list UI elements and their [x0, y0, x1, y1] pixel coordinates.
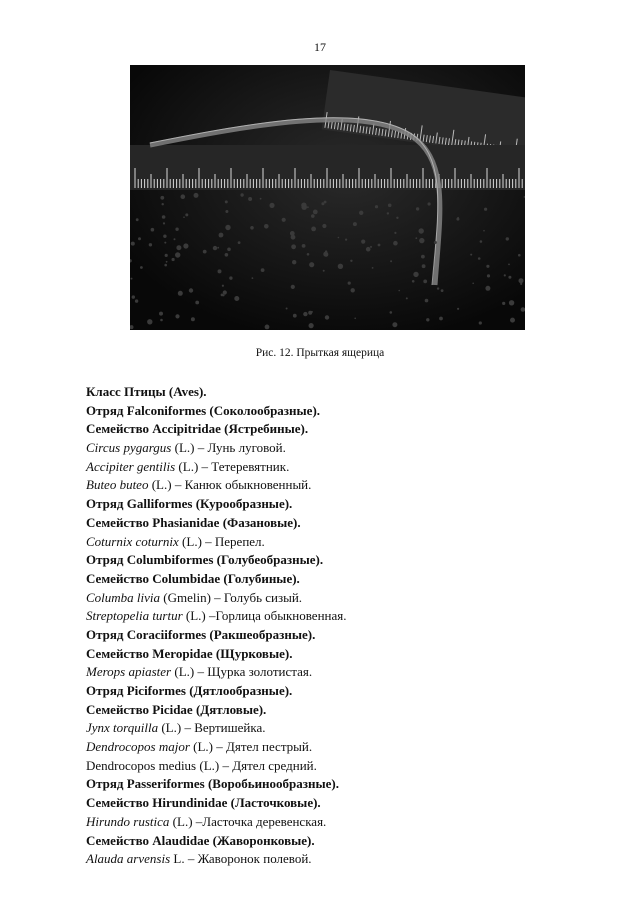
figure-caption: Рис. 12. Прыткая ящерица [255, 347, 385, 359]
species-common-name: (L.) –Ласточка деревенская. [169, 813, 327, 829]
species-latin-name: Alauda arvensis [86, 851, 171, 867]
taxon-family: Семейство Accipitridae (Ястребиные). [86, 421, 309, 437]
taxon-family: Семейство Picidae (Дятловые). [86, 701, 267, 717]
species-latin-name: Circus pygargus [86, 440, 172, 456]
taxa-list [86, 383, 546, 869]
species-common-name: (L.) – Дятел пестрый. [189, 739, 313, 755]
taxon-species [86, 757, 546, 776]
taxon-family: Семейство Hirundinidae (Ласточковые). [86, 795, 321, 811]
taxon-species [86, 476, 546, 495]
species-latin-name: Hirundo rustica [86, 813, 170, 829]
species-common-name: (L.) – Перепел. [178, 533, 265, 549]
species-common-name: (L.) – Лунь луговой. [171, 440, 286, 456]
taxon-species [86, 607, 546, 626]
species-latin-name: Columba livia [86, 589, 161, 605]
taxon-species [86, 439, 546, 458]
taxon-species [86, 813, 546, 832]
taxon-order: Отряд Passeriformes (Воробьинообразные). [86, 776, 339, 792]
species-latin-name: Streptopelia turtur [86, 608, 183, 624]
lizard-photo [130, 65, 525, 330]
species-common-name: (L.) –Горлица обыкновенная. [182, 608, 347, 624]
taxon-order: Отряд Piciformes (Дятлообразные). [86, 683, 293, 698]
lower-ruler [130, 145, 525, 190]
taxon-species [86, 738, 546, 757]
taxon-order: Отряд Coraciiformes (Ракшеобразные). [86, 626, 316, 642]
species-latin-name: Dendrocopos medius [86, 757, 197, 773]
taxon-order: Отряд Falconiformes (Соколообразные). [86, 402, 321, 418]
species-common-name: (L.) – Дятел средний. [196, 757, 317, 773]
taxon-species [86, 719, 546, 738]
species-latin-name: Merops apiaster [86, 664, 172, 680]
species-common-name: (L.) – Вертишейка. [158, 720, 266, 736]
species-latin-name: Jynx torquilla [86, 720, 159, 736]
species-latin-name: Buteo buteo [86, 477, 149, 493]
taxon-species [86, 663, 546, 682]
lizard-photo-drawing [130, 65, 525, 330]
taxon-family: Семейство Alaudidae (Жаворонковые). [86, 832, 315, 848]
taxon-family: Семейство Phasianidae (Фазановые). [86, 514, 301, 530]
species-common-name: L. – Жаворонок полевой. [170, 851, 312, 867]
taxon-species [86, 533, 546, 552]
page-number: 17 [314, 40, 326, 54]
taxon-species [86, 458, 546, 477]
taxon-family: Семейство Columbidae (Голубиные). [86, 570, 300, 586]
species-latin-name: Coturnix coturnix [86, 533, 179, 549]
taxon-order: Отряд Galliformes (Курообразные). [86, 496, 293, 512]
taxon-order: Отряд Columbiformes (Голубеобразные). [86, 552, 324, 568]
species-common-name: (L.) – Щурка золотистая. [171, 664, 313, 680]
species-common-name: (L.) – Канюк обыкновенный. [148, 477, 312, 493]
species-latin-name: Accipiter gentilis [86, 458, 176, 474]
species-latin-name: Dendrocopos major [86, 739, 190, 755]
taxon-species [86, 850, 546, 869]
species-common-name: (Gmelin) – Голубь сизый. [160, 589, 303, 605]
taxon-family: Семейство Meropidae (Щурковые). [86, 645, 293, 661]
taxon-species [86, 589, 546, 608]
species-common-name: (L.) – Тетеревятник. [175, 458, 290, 474]
taxon-class: Класс Птицы (Aves). [86, 384, 207, 399]
